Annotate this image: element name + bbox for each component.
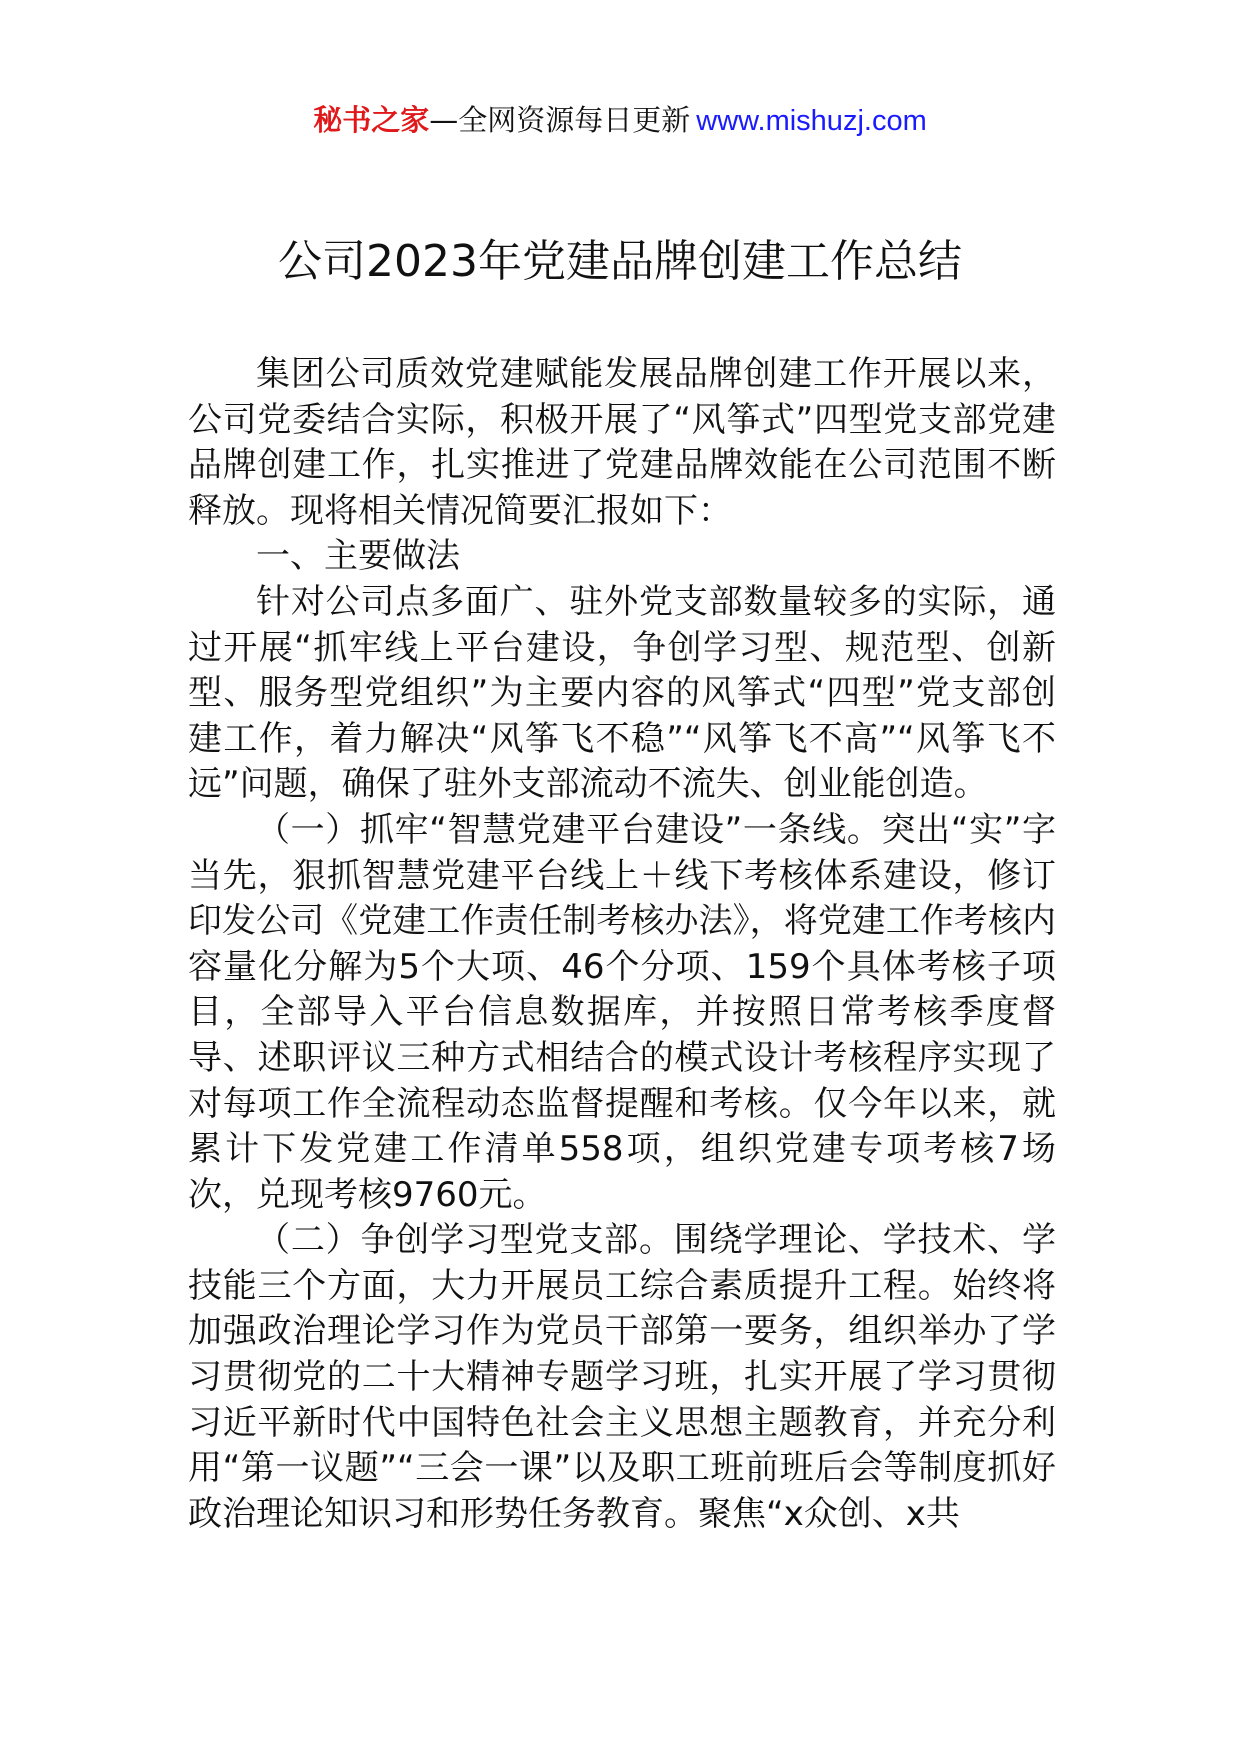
paragraph-item-2: （二）争创学习型党支部。围绕学理论、学技术、学技能三个方面，大力开展员工综合素质提升工程。始终将加强政治理论学习作为党员干部第一要务，组织举办了学习贯彻党的二十大精神专题学习班，扎实开展了学习贯彻习近平新时代中国特色社会主义思想主题教育，并充分利用“第一议题”“三会一课”以及职工班前班后会等制度抓好政治理论知识习和形势任务教育。聚焦“x众创、x共 xyxy=(188,1220,1056,1534)
document-body xyxy=(188,352,1056,1537)
site-brand: 秘书之家 xyxy=(313,103,430,137)
paragraph-item-1: （一）抓牢“智慧党建平台建设”一条线。突出“实”字当先，狠抓智慧党建平台线上＋线下考核体系建设，修订印发公司《党建工作责任制考核办法》，将党建工作考核内容量化分解为5个大项、46个分项、159个具体考核子项目，全部导入平台信息数据库，并按照日常考核季度督导、述职评议三种方式相结合的模式设计考核程序实现了对每项工作全流程动态监督提醒和考核。仅今年以来，就累计下发党建工作清单558项，组织党建专项考核7场次，兑现考核9760元。 xyxy=(188,809,1056,1215)
paragraph-intro: 集团公司质效党建赋能发展品牌创建工作开展以来，公司党委结合实际，积极开展了“风筝式”四型党支部党建品牌创建工作，扎实推进了党建品牌效能在公司范围不断释放。现将相关情况简要汇报如下： xyxy=(188,354,1056,531)
document-title: 公司2023年党建品牌创建工作总结 xyxy=(278,236,962,287)
section-heading-main-practices: 一、主要做法 xyxy=(256,536,460,577)
paragraph-overview: 针对公司点多面广、驻外党支部数量较多的实际，通过开展“抓牢线上平台建设，争创学习型、规范型、创新型、服务型党组织”为主要内容的风筝式“四型”党支部创建工作，着力解决“风筝飞不稳”“风筝飞不高”“风筝飞不远”问题，确保了驻外支部流动不流失、创业能创造。 xyxy=(188,581,1056,805)
site-url-link[interactable]: www.mishuzj.com xyxy=(696,105,927,137)
site-header xyxy=(0,100,1240,141)
site-tagline: —全网资源每日更新 xyxy=(429,103,691,137)
